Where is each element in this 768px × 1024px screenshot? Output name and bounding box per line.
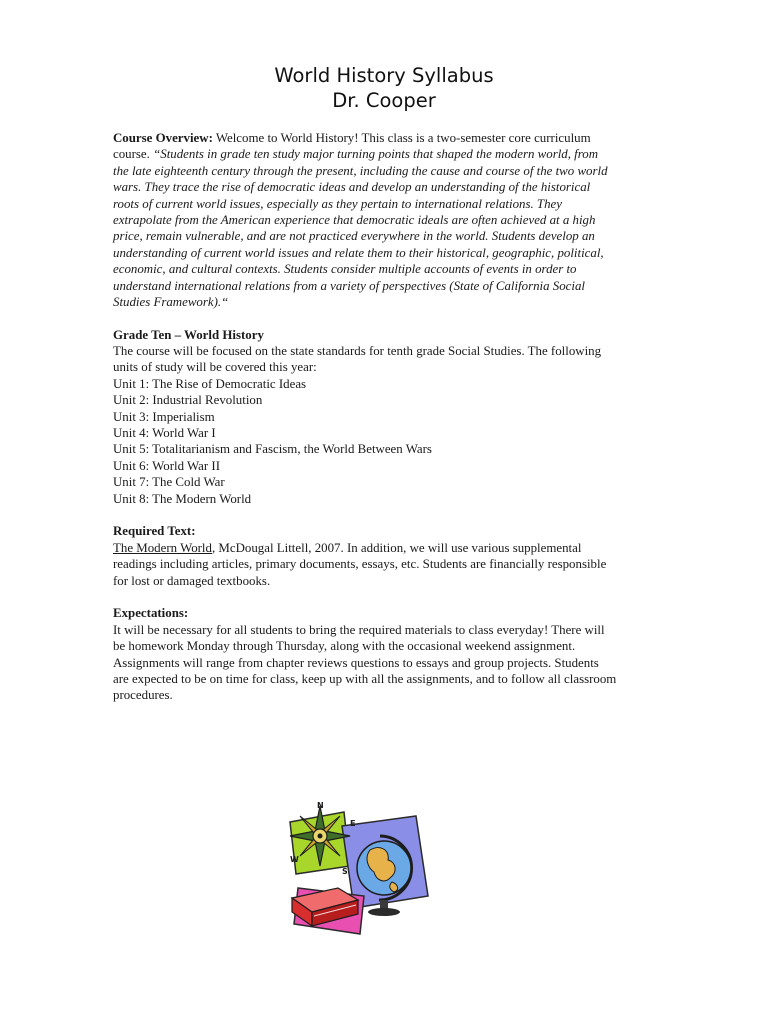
expectations-line: be homework Monday through Thursday, along with the occasional weekend assignment.: [113, 639, 576, 654]
unit-item: Unit 3: Imperialism: [113, 409, 215, 424]
overview-quote-line: understanding of current world issues and relate them to their historical, geographic, political,: [113, 245, 604, 260]
expectations-line: It will be necessary for all students to bring the required materials to class everyday! There will: [113, 622, 605, 637]
grade-ten-intro-line: units of study will be covered this year:: [113, 360, 317, 375]
compass-letter-n: N: [317, 801, 324, 810]
syllabus-body: [113, 130, 673, 704]
grade-ten-heading: Grade Ten – World History: [113, 327, 264, 342]
overview-quote-line: wars. They trace the rise of democratic ideas and develop an understanding of the historical: [113, 180, 591, 195]
compass-letter-w: W: [290, 855, 299, 864]
syllabus-title: World History Syllabus: [274, 64, 494, 87]
expectations-line: are expected to be on time for class, keep up with all the assignments, and to follow all classroom: [113, 671, 617, 686]
overview-quote-line: roots of current world issues, especially as they pertain to international relations. They: [113, 196, 562, 211]
section-spacer: [113, 507, 673, 523]
required-text-heading: Required Text:: [113, 524, 196, 539]
expectations-line: procedures.: [113, 688, 173, 703]
overview-quote-line: “Students in grade ten study major turning points that shaped the modern world, from: [153, 147, 599, 162]
overview-quote-line: economic, and cultural contexts. Students consider multiple accounts of events in order to: [113, 262, 577, 277]
grade-ten-intro-line: The course will be focused on the state standards for tenth grade Social Studies. The following: [113, 344, 602, 359]
unit-item: Unit 1: The Rise of Democratic Ideas: [113, 376, 307, 391]
overview-heading: Course Overview:: [113, 131, 213, 145]
overview-quote-line: extrapolate from the American experience that democratic ideals are often achieved at a high: [113, 212, 596, 227]
overview-first-line: [113, 130, 673, 146]
expectations-line: Assignments will range from chapter reviews questions to essays and group projects. Students: [113, 655, 599, 670]
unit-item: Unit 6: World War II: [113, 458, 221, 473]
overview-welcome-text: Welcome to World History! This class is a two-semester core curriculum: [212, 131, 591, 145]
unit-item: Unit 2: Industrial Revolution: [113, 393, 263, 408]
unit-item: Unit 5: Totalitarianism and Fascism, the World Between Wars: [113, 442, 432, 457]
compass-letter-s: S: [342, 867, 348, 876]
history-clipart: [284, 800, 436, 940]
required-text-line: for lost or damaged textbooks.: [113, 573, 271, 588]
overview-quote-line: Studies Framework).“: [113, 294, 229, 309]
overview-quote-line: price, remain vulnerable, and are not practiced everywhere in the world. Students develop an: [113, 229, 595, 244]
overview-quote-line: understand international relations from a variety of perspectives (State of California Social: [113, 278, 586, 293]
overview-quote-line: the late eighteenth century through the present, including the cause and course of the two world: [113, 163, 608, 178]
overview-course-text: course.: [113, 147, 154, 162]
required-text-line: readings including articles, primary documents, essays, etc. Students are financially responsible: [113, 557, 607, 572]
expectations-heading: Expectations:: [113, 606, 189, 621]
unit-item: Unit 4: World War I: [113, 426, 216, 441]
section-spacer: [113, 589, 673, 605]
section-spacer: [113, 310, 673, 326]
teacher-name: Dr. Cooper: [332, 89, 436, 112]
unit-item: Unit 7: The Cold War: [113, 475, 225, 490]
overview-line: [113, 146, 673, 162]
unit-item: Unit 8: The Modern World: [113, 491, 252, 506]
compass-letter-e: E: [350, 819, 356, 828]
textbook-publisher-text: , McDougal Littell, 2007. In addition, we will use various supplemental: [211, 540, 582, 555]
textbook-title: The Modern World: [113, 540, 212, 555]
required-text-line: [113, 540, 673, 556]
